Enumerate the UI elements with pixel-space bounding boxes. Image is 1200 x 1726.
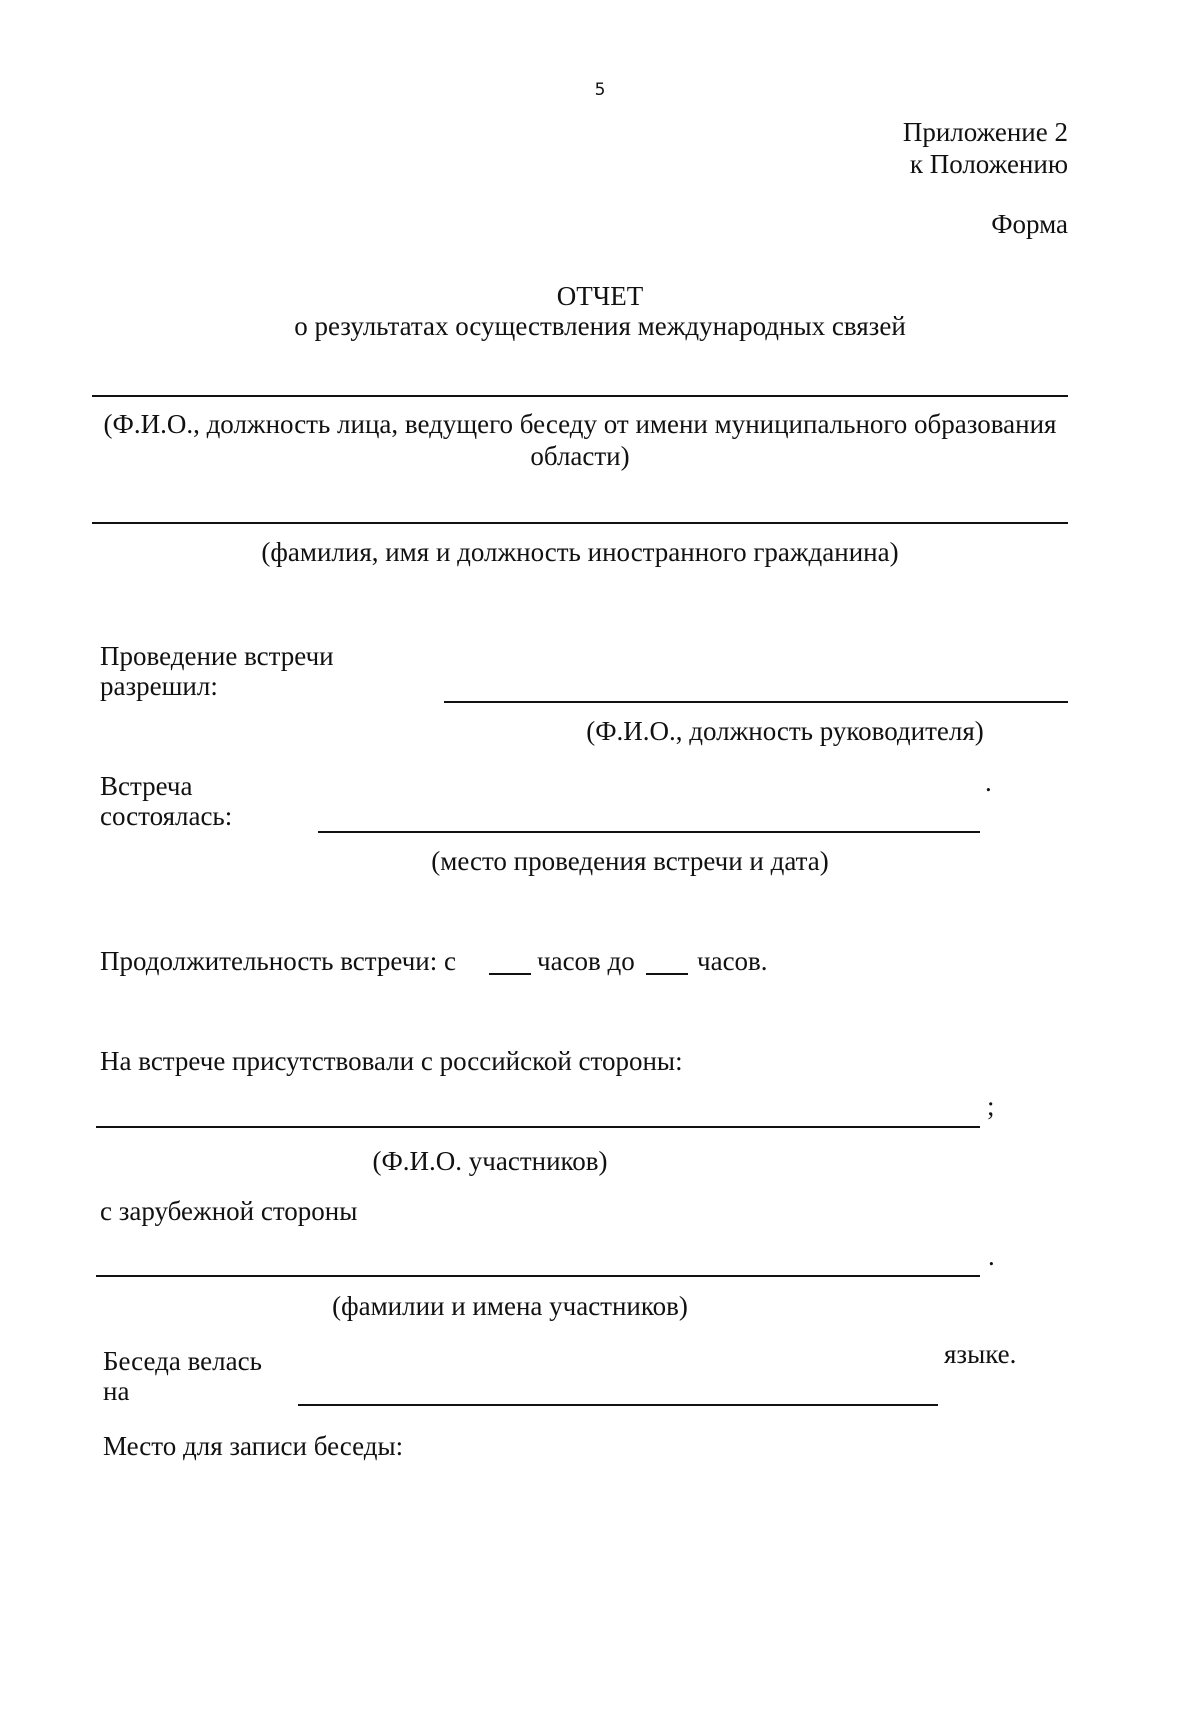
page-number: 5 [594, 80, 606, 100]
form-label: Форма [991, 209, 1068, 239]
participants-caption: (Ф.И.О. участников) [372, 1146, 608, 1176]
report-title: ОТЧЕТ [556, 281, 644, 311]
record-place-label: Место для записи беседы: [103, 1431, 404, 1461]
foreign-citizen-field[interactable] [92, 522, 1068, 524]
appendix-label: Приложение 2 [902, 117, 1068, 147]
foreign-end-mark: . [988, 1241, 995, 1271]
permission-field[interactable] [444, 701, 1068, 703]
foreign-citizen-caption: (фамилия, имя и должность иностранного гражданина) [261, 537, 899, 567]
foreign-participants-caption: (фамилии и имена участников) [332, 1291, 688, 1321]
russian-end-mark: ; [987, 1091, 995, 1121]
host-official-caption: (Ф.И.О., должность лица, ведущего беседу от имени муниципального образования [103, 409, 1057, 439]
duration-hours-to: часов до [537, 946, 635, 976]
language-label: Беседа велась [103, 1346, 262, 1376]
report-subtitle: о результатах осуществления международных связей [294, 311, 906, 341]
duration-end-field[interactable] [646, 973, 688, 975]
duration-start-field[interactable] [489, 973, 531, 975]
language-label-cont: на [103, 1376, 130, 1406]
duration-hours-end: часов. [697, 946, 768, 976]
meeting-label: Встреча [100, 771, 193, 801]
place-date-caption: (место проведения встречи и дата) [431, 846, 829, 876]
meeting-label-cont: состоялась: [100, 801, 233, 831]
host-official-caption-cont: области) [530, 441, 630, 471]
russian-participants-field[interactable] [96, 1126, 980, 1128]
meeting-end-mark: . [985, 767, 992, 797]
foreign-side-label: с зарубежной стороны [100, 1196, 358, 1226]
meeting-field[interactable] [318, 831, 980, 833]
russian-side-label: На встрече присутствовали с российской стороны: [100, 1046, 683, 1076]
language-field[interactable] [298, 1404, 938, 1406]
head-caption: (Ф.И.О., должность руководителя) [586, 716, 984, 746]
duration-label: Продолжительность встречи: с [100, 946, 456, 976]
permission-label-cont: разрешил: [100, 671, 218, 701]
foreign-participants-field[interactable] [96, 1275, 980, 1277]
permission-label: Проведение встречи [100, 641, 334, 671]
regulation-label: к Положению [909, 149, 1068, 179]
language-end: языке. [944, 1339, 1017, 1369]
host-official-field[interactable] [92, 395, 1068, 397]
